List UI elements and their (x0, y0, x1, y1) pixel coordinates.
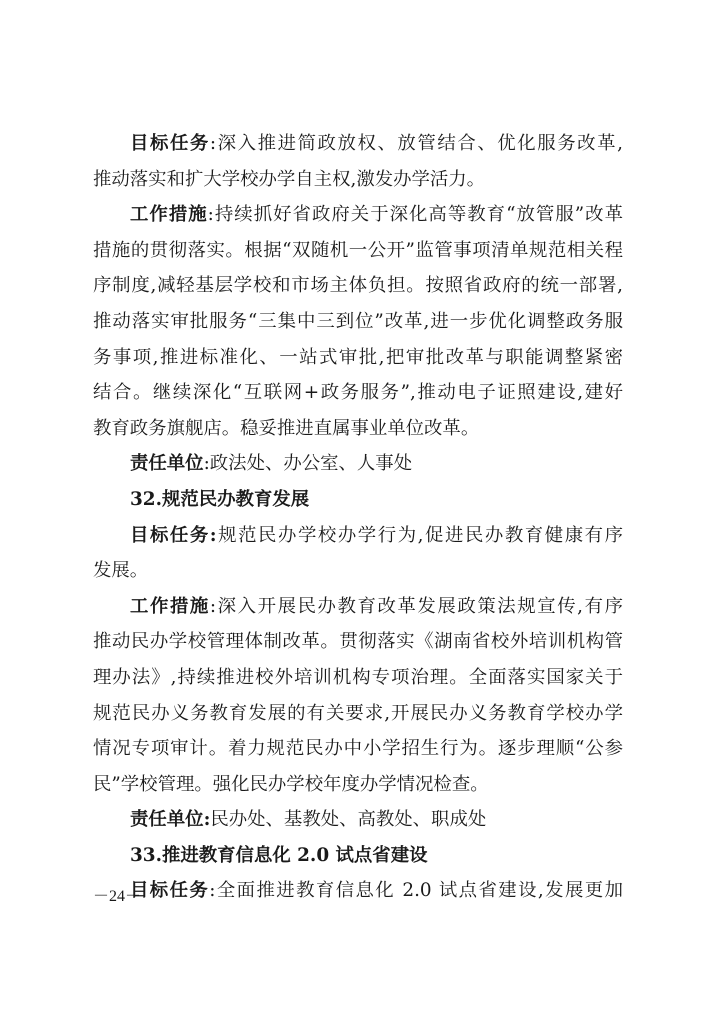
goal-text: 规范民办学校办学行为,促进民办教育健康有序 (216, 524, 623, 546)
measures-paragraph-line: 措施的贯彻落实。根据“双随机一公开”监管事项清单规范相关程 (93, 239, 623, 261)
measures-paragraph-line: 教育政务旗舰店。稳妥推进直属事业单位改革。 (93, 417, 480, 439)
goal-separator: : (209, 133, 217, 154)
measures-paragraph-line: 序制度,减轻基层学校和市场主体负担。按照省政府的统一部署, (93, 275, 623, 297)
goal-separator: : (209, 880, 216, 902)
measures-paragraph-line (93, 589, 623, 625)
measures-paragraph-line: 推动落实审批服务“三集中三到位”改革,进一步优化调整政务服 (93, 310, 623, 332)
measures-paragraph-line (93, 197, 623, 233)
responsibility-text: 政法处、办公室、人事处 (209, 453, 413, 475)
responsibility-text: 民办处、基教处、高教处、职成处 (210, 809, 487, 831)
measures-paragraph-line: 理办法》,持续推进校外培训机构专项治理。全面落实国家关于 (93, 666, 623, 688)
section-heading: 32.规范民办教育发展 (130, 488, 310, 510)
document-body (93, 126, 623, 909)
measures-text: 深入开展民办教育改革发展政策法规宣传,有序 (216, 595, 623, 617)
goal-text: 深入推进简政放权、放管结合、优化服务改革, (216, 133, 623, 154)
measures-paragraph-line: 结合。继续深化“互联网+政务服务”,推动电子证照建设,建好 (93, 382, 623, 404)
measures-paragraph-line: 推动民办学校管理体制改革。贯彻落实《湖南省校外培训机构管 (93, 631, 623, 653)
measures-paragraph-line: 规范民办义务教育发展的有关要求,开展民办义务教育学校办学 (93, 702, 623, 724)
measures-label: 工作措施 (130, 595, 210, 617)
measures-label: 工作措施 (130, 204, 208, 226)
responsibility-separator: : (203, 453, 210, 475)
measures-text: 持续抓好省政府关于深化高等教育“放管服”改革 (213, 204, 623, 226)
goal-paragraph-line: 发展。 (93, 560, 149, 582)
page-number: －24－ (93, 888, 142, 905)
goal-paragraph-line (93, 873, 623, 909)
measures-paragraph-line: 民”学校管理。强化民办学校年度办学情况检查。 (93, 773, 489, 795)
goal-paragraph-line (93, 518, 623, 554)
measures-separator: : (207, 204, 214, 226)
responsibility-label: 责任单位: (130, 809, 211, 831)
section-heading: 33.推进教育信息化 2.0 试点省建设 (130, 844, 428, 866)
measures-paragraph-line: 情况专项审计。着力规范民办中小学招生行为。逐步理顺“公参 (93, 738, 623, 760)
responsibility-line (93, 802, 623, 838)
goal-paragraph-line (93, 126, 623, 162)
goal-paragraph-line: 推动落实和扩大学校办学自主权,激发办学活力。 (93, 168, 486, 190)
goal-text: 全面推进教育信息化 2.0 试点省建设,发展更加 (215, 880, 623, 902)
responsibility-label: 责任单位 (130, 453, 204, 475)
measures-separator: : (209, 595, 217, 617)
responsibility-line (93, 446, 623, 482)
goal-label: 目标任务 (130, 133, 210, 154)
goal-label: 目标任务: (130, 524, 217, 546)
measures-paragraph-line: 务事项,推进标准化、一站式审批,把审批改革与职能调整紧密 (93, 346, 623, 368)
goal-label: 目标任务 (130, 880, 210, 902)
